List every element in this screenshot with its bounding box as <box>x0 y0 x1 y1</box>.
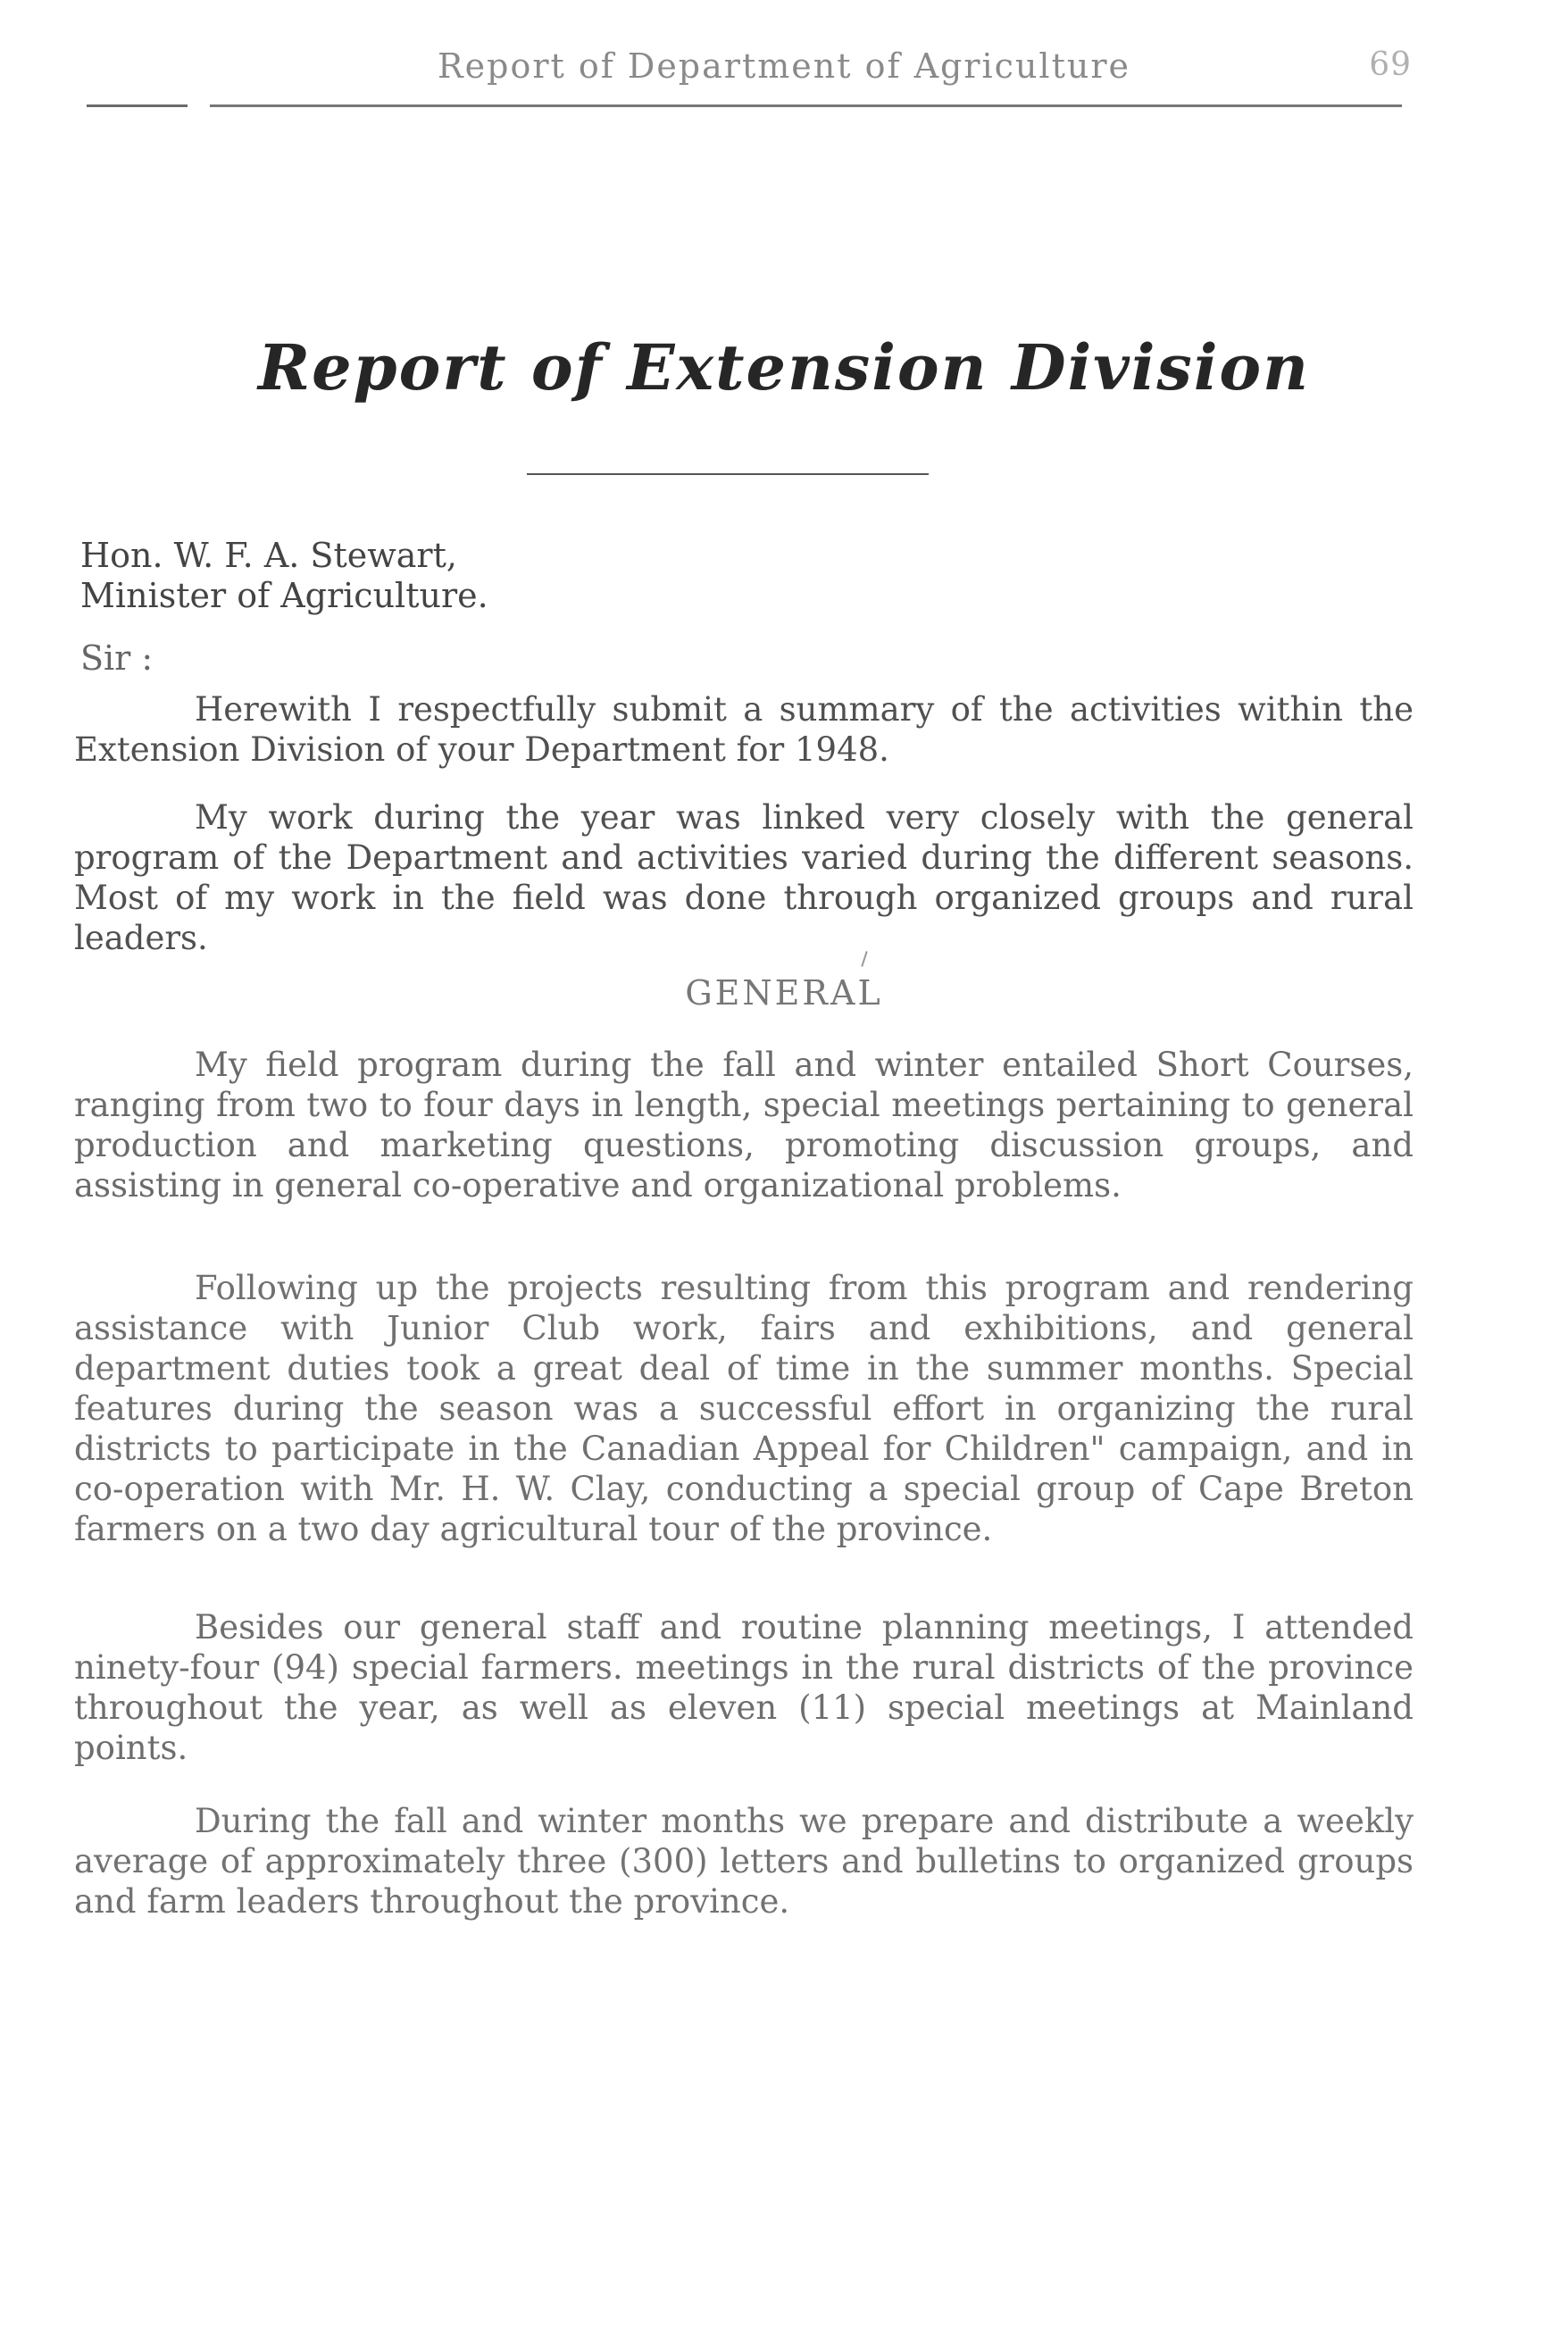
paragraph-work-overview: My work during the year was linked very closely with the general program of the Department and activities varied during the different seasons. Most of my work in the field was done through organized groups and rural leaders. <box>74 798 1414 957</box>
paragraph-field-program: My field program during the fall and winter entailed Short Courses, ranging from two to four days in length, special meetings pertaining to general production and marketing questions, promoting discussion groups, and assisting in general co-operative and organizational problems. <box>74 1046 1414 1205</box>
header-rule-short <box>87 104 188 107</box>
header-rule <box>210 104 1402 107</box>
paragraph-intro: Herewith I respectfully submit a summary of the activities within the Extension Division of your Department for 1948. <box>74 690 1414 769</box>
page-number: 69 <box>1369 46 1412 83</box>
addressee-name: Hon. W. F. A. Stewart, <box>80 536 457 575</box>
paragraph-follow-up: Following up the projects resulting from this program and rendering assistance with Junior Club work, fairs and exhibitions, and general department duties took a great deal of time in the summer months. Special features during the season was a successful effort in organizing the rural districts to participate in the Canadian Appeal for Children" campaign, and in co-operation with Mr. H. W. Clay, conducting a special group of Cape Breton farmers on a two day agricultural tour of the province. <box>74 1269 1414 1548</box>
addressee-block <box>80 536 488 616</box>
title-rule <box>527 473 929 475</box>
running-head: Report of Department of Agriculture <box>438 46 1130 86</box>
paragraph-meetings: Besides our general staff and routine planning meetings, I attended ninety-four (94) special farmers. meetings in the rural districts of the province throughout the year, as well as eleven (11) special meetings at Mainland points. <box>74 1608 1414 1767</box>
salutation: Sir : <box>80 638 154 678</box>
section-heading-general: GENERAL <box>685 973 883 1013</box>
document-title: Report of Extension Division <box>257 330 1311 404</box>
paragraph-correspondence: During the fall and winter months we prepare and distribute a weekly average of approximately three (300) letters and bulletins to organized groups and farm leaders throughout the province. <box>74 1802 1414 1921</box>
addressee-role: Minister of Agriculture. <box>80 576 488 615</box>
